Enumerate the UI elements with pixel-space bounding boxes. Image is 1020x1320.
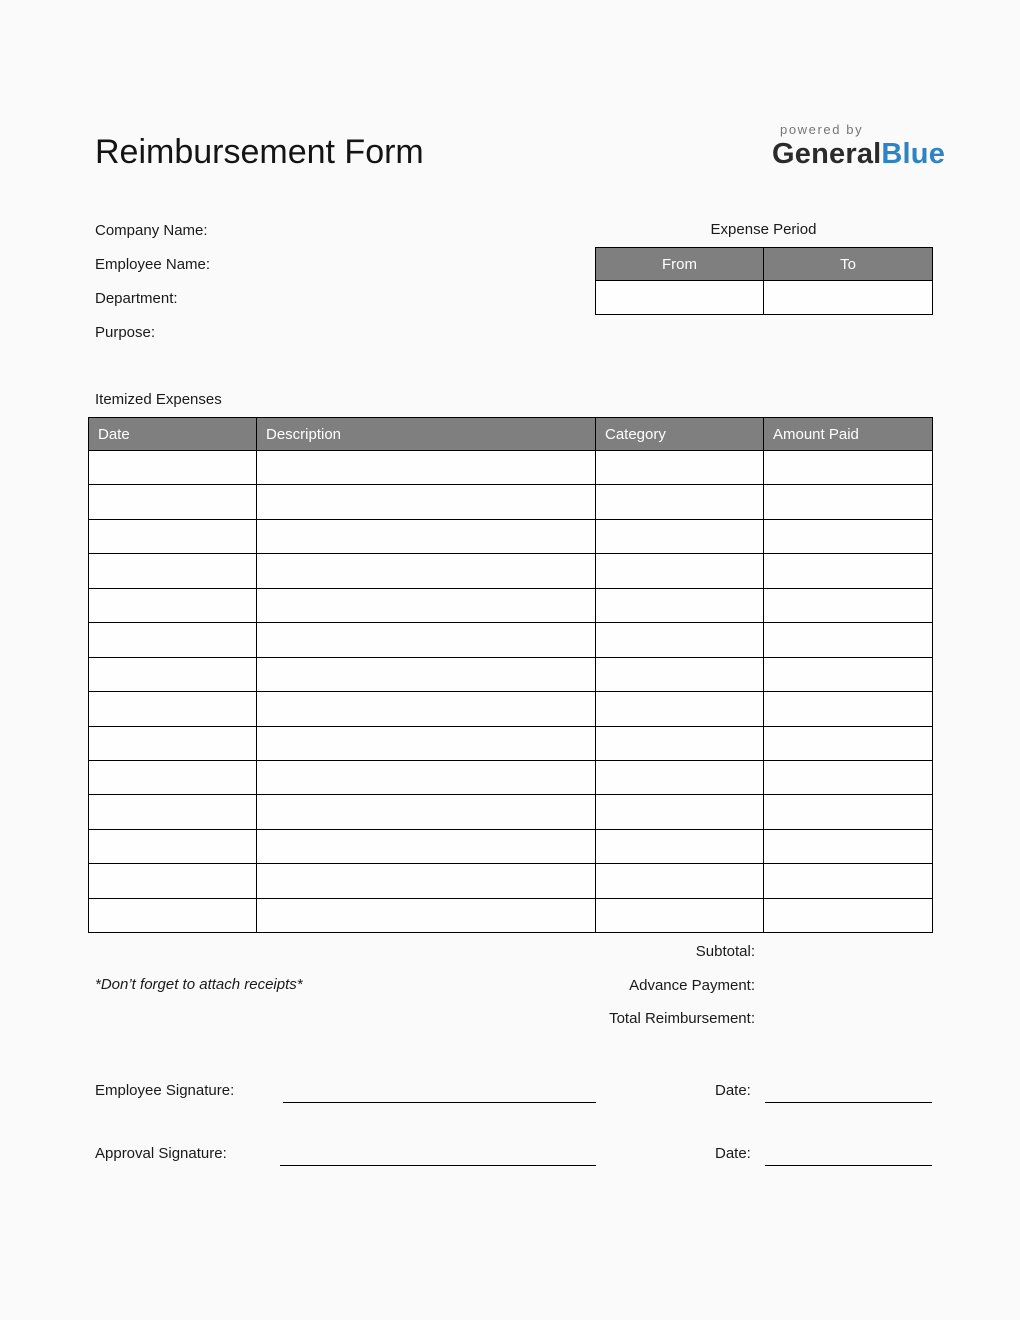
expense-cell-category[interactable] [596,485,764,519]
expense-cell-date[interactable] [89,692,257,726]
expense-cell-category[interactable] [596,795,764,829]
powered-by-text: powered by [780,122,864,137]
expense-cell-category[interactable] [596,864,764,898]
brand-general-text: General [772,138,882,170]
employee-name-label: Employee Name: [95,256,211,273]
expense-cell-date[interactable] [89,760,257,794]
expense-row [89,726,933,760]
expense-cell-category[interactable] [596,829,764,863]
expense-row [89,554,933,588]
expense-cell-amount-paid[interactable] [764,451,933,485]
expense-cell-amount-paid[interactable] [764,657,933,691]
expense-cell-date[interactable] [89,726,257,760]
employee-date-line[interactable] [765,1085,932,1103]
expense-cell-description[interactable] [257,829,596,863]
expense-row [89,623,933,657]
expense-cell-date[interactable] [89,795,257,829]
approval-date-label: Date: [715,1145,751,1162]
employee-signature-label: Employee Signature: [95,1082,235,1099]
expense-cell-amount-paid[interactable] [764,692,933,726]
expense-cell-description[interactable] [257,485,596,519]
expense-cell-category[interactable] [596,451,764,485]
expense-cell-description[interactable] [257,519,596,553]
approval-date-line[interactable] [765,1148,932,1166]
expense-period-table [595,247,933,315]
expense-row [89,795,933,829]
expense-cell-description[interactable] [257,692,596,726]
column-header-amount-paid: Amount Paid [764,418,933,451]
page-title: Reimbursement Form [95,133,424,171]
expense-cell-date[interactable] [89,519,257,553]
expense-period-from-cell[interactable] [596,281,764,315]
expense-period-header-row [596,248,933,281]
expense-row [89,451,933,485]
expense-cell-category[interactable] [596,898,764,932]
expense-cell-date[interactable] [89,588,257,622]
expense-cell-description[interactable] [257,623,596,657]
expense-cell-category[interactable] [596,726,764,760]
expense-row [89,898,933,932]
company-name-label: Company Name: [95,222,208,239]
expense-cell-date[interactable] [89,451,257,485]
expense-cell-date[interactable] [89,864,257,898]
expense-cell-amount-paid[interactable] [764,795,933,829]
expense-cell-category[interactable] [596,554,764,588]
totals-block [355,943,755,1044]
total-reimbursement-label: Total Reimbursement: [609,1010,755,1027]
expense-cell-description[interactable] [257,760,596,794]
expense-cell-date[interactable] [89,623,257,657]
approval-signature-label: Approval Signature: [95,1145,227,1162]
advance-payment-label: Advance Payment: [629,976,755,994]
expense-cell-description[interactable] [257,588,596,622]
expense-cell-date[interactable] [89,898,257,932]
expense-period-title: Expense Period [710,221,817,238]
expense-cell-description[interactable] [257,795,596,829]
expense-row [89,760,933,794]
expense-period-to-cell[interactable] [764,281,933,315]
subtotal-label: Subtotal: [695,943,755,960]
expense-row [89,588,933,622]
itemized-expenses-label: Itemized Expenses [95,391,222,408]
expense-period-to-header: To [764,248,933,281]
expense-cell-description[interactable] [257,898,596,932]
expense-cell-category[interactable] [596,588,764,622]
expense-cell-category[interactable] [596,657,764,691]
expense-cell-category[interactable] [596,519,764,553]
expense-row [89,829,933,863]
expense-row [89,692,933,726]
expense-cell-date[interactable] [89,554,257,588]
receipts-note: *Don’t forget to attach receipts* [95,976,303,993]
brand-logo [772,122,972,171]
expense-cell-amount-paid[interactable] [764,485,933,519]
expense-cell-category[interactable] [596,760,764,794]
column-header-category: Category [596,418,764,451]
expense-cell-date[interactable] [89,657,257,691]
expense-cell-amount-paid[interactable] [764,623,933,657]
expense-row [89,864,933,898]
expense-row [89,519,933,553]
itemized-header-row [89,418,933,451]
expense-cell-amount-paid[interactable] [764,554,933,588]
purpose-label: Purpose: [95,324,156,341]
column-header-description: Description [257,418,596,451]
expense-cell-amount-paid[interactable] [764,829,933,863]
expense-cell-description[interactable] [257,554,596,588]
expense-period-from-header: From [596,248,764,281]
expense-cell-description[interactable] [257,864,596,898]
brand-blue-text: Blue [881,138,946,170]
expense-row [89,657,933,691]
expense-cell-description[interactable] [257,451,596,485]
expense-cell-amount-paid[interactable] [764,519,933,553]
employee-date-label: Date: [715,1082,751,1099]
expense-cell-category[interactable] [596,623,764,657]
itemized-expenses-table [88,417,933,933]
department-label: Department: [95,290,178,307]
expense-period-value-row [596,281,933,315]
expense-cell-date[interactable] [89,829,257,863]
expense-cell-amount-paid[interactable] [764,726,933,760]
expense-cell-amount-paid[interactable] [764,760,933,794]
column-header-date: Date [89,418,257,451]
expense-cell-date[interactable] [89,485,257,519]
expense-cell-amount-paid[interactable] [764,864,933,898]
employee-signature-line[interactable] [283,1085,596,1103]
expense-cell-amount-paid[interactable] [764,588,933,622]
approval-signature-line[interactable] [280,1148,596,1166]
expense-cell-category[interactable] [596,692,764,726]
itemized-table-body [89,451,933,933]
expense-cell-description[interactable] [257,726,596,760]
brand-wordmark [772,137,972,171]
expense-cell-amount-paid[interactable] [764,898,933,932]
expense-cell-description[interactable] [257,657,596,691]
expense-row [89,485,933,519]
